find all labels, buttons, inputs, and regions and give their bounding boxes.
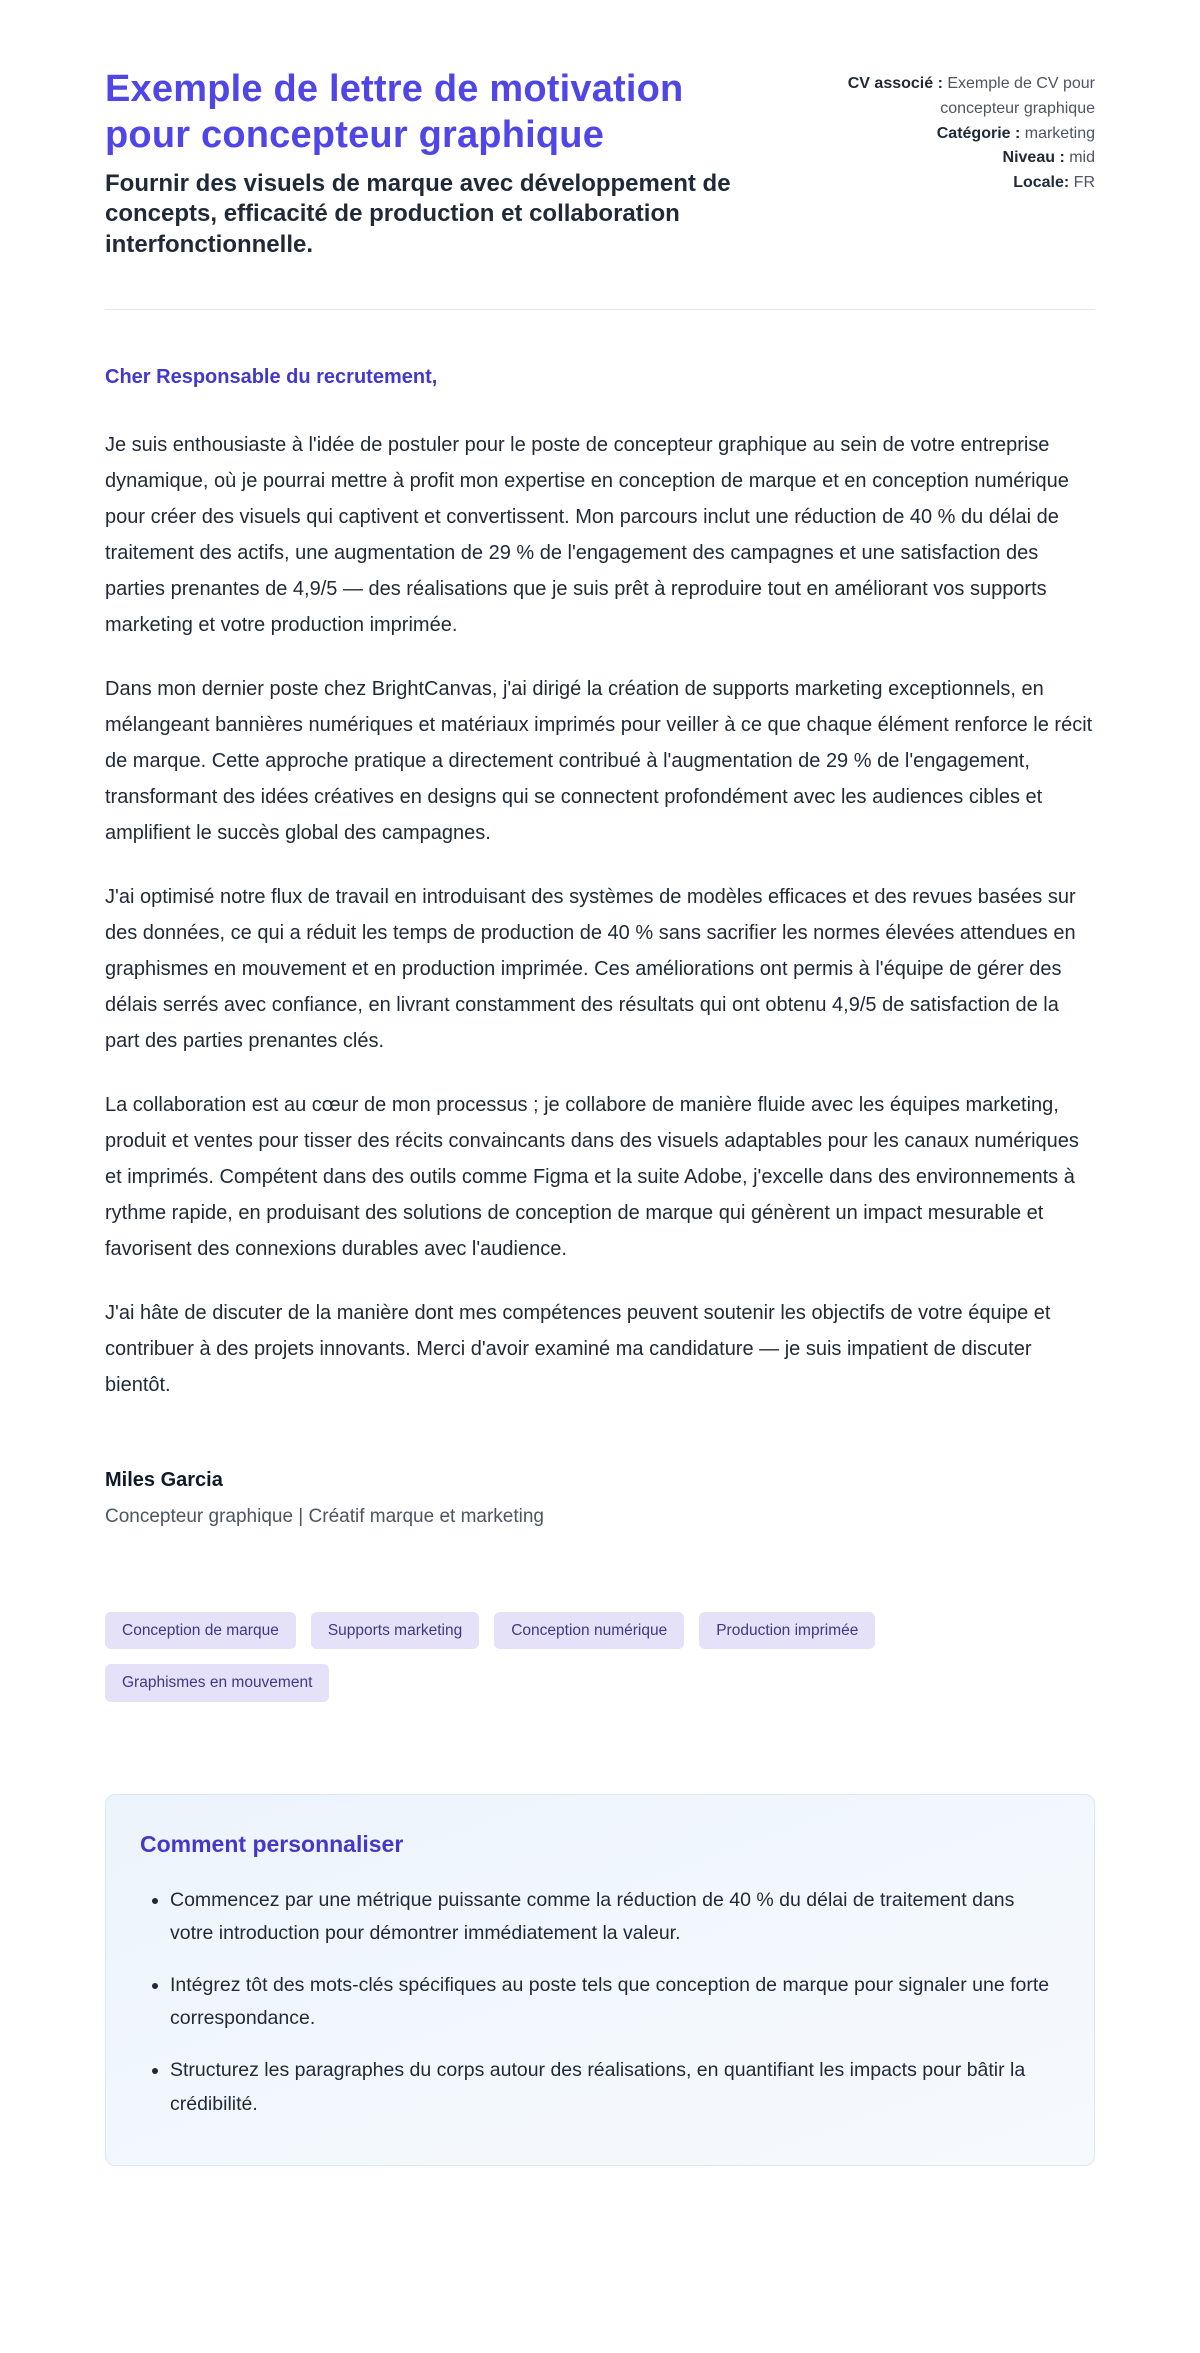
- meta-label: Catégorie :: [936, 124, 1025, 142]
- letter-paragraph: J'ai hâte de discuter de la manière dont mes compétences peuvent soutenir les objectifs de votre équipe et contribuer à des projets innovants. Merci d'avoir examiné ma candidature — je suis impatient de discuter bientôt.: [105, 1301, 1051, 1396]
- letter-paragraph: Je suis enthousiaste à l'idée de postuler pour le poste de concepteur graphique au sein de votre entreprise dynamique, où je pourrai mettre à profit mon expertise en conception de marque et en conception numérique pour créer des visuels qui captivent et convertissent. Mon parcours inclut une réduction de 40 % du délai de traitement des actifs, une augmentation de 29 % de l'engagement des campagnes et une satisfaction des parties prenantes de 4,9/5 — des réalisations que je suis prêt à reproduire tout en améliorant vos supports marketing et votre production imprimée.: [105, 433, 1069, 636]
- tag-chip: Supports marketing: [311, 1612, 479, 1650]
- tip-item: • Structurez les paragraphes du corps autour des réalisations, en quantifiant les impacts pour bâtir la crédibilité.: [170, 2054, 1054, 2121]
- header-title-block: [105, 66, 765, 261]
- meta-label: Locale:: [1013, 174, 1074, 192]
- signature-block: [105, 1469, 1095, 1528]
- signature-name: Miles Garcia: [105, 1468, 223, 1491]
- meta-row: [795, 122, 1095, 147]
- page-subtitle: Fournir des visuels de marque avec développement de concepts, efficacité de production et collaboration interfonctionnelle.: [105, 169, 731, 259]
- tag-list: [105, 1612, 1095, 1702]
- meta-value: FR: [1073, 174, 1095, 192]
- meta-label: CV associé :: [847, 75, 948, 92]
- meta-row: [795, 72, 1095, 122]
- meta-row: [795, 146, 1095, 171]
- tips-list: [140, 1884, 1054, 2121]
- tag-chip: Conception numérique: [494, 1612, 684, 1650]
- tip-item: • Intégrez tôt des mots-clés spécifiques au poste tels que conception de marque pour signaler une forte correspondance.: [170, 1969, 1054, 2036]
- tag-chip: Production imprimée: [699, 1612, 875, 1650]
- letter-greeting: Cher Responsable du recrutement,: [105, 365, 438, 388]
- signature-role: Concepteur graphique | Créatif marque et marketing: [105, 1505, 545, 1527]
- page-header: [105, 66, 1095, 261]
- header-divider: [105, 309, 1095, 310]
- tip-item: • Commencez par une métrique puissante comme la réduction de 40 % du délai de traitement dans votre introduction pour démontrer immédiatement la valeur.: [170, 1884, 1054, 1951]
- tips-title: Comment personnaliser: [140, 1830, 404, 1857]
- meta-value: marketing: [1024, 124, 1095, 142]
- meta-label: Niveau :: [1002, 149, 1070, 167]
- letter-paragraph: J'ai optimisé notre flux de travail en introduisant des systèmes de modèles efficaces et des revues basées sur des données, ce qui a réduit les temps de production de 40 % sans sacrifier les normes élevées attendues en graphismes en mouvement et en production imprimée. Ces améliorations ont permis à l'équipe de gérer des délais serrés avec confiance, en livrant constamment des résultats qui ont obtenu 4,9/5 de satisfaction de la part des parties prenantes clés.: [105, 885, 1076, 1052]
- tips-box: [105, 1794, 1095, 2166]
- meta-block: [795, 66, 1095, 261]
- meta-row: [795, 171, 1095, 196]
- meta-value: mid: [1069, 149, 1095, 167]
- letter-paragraph: La collaboration est au cœur de mon processus ; je collabore de manière fluide avec les équipes marketing, produit et ventes pour tisser des récits convaincants dans des visuels adaptables pour les canaux numériques et imprimés. Compétent dans des outils comme Figma et la suite Adobe, j'excelle dans des environnements à rythme rapide, en produisant des solutions de conception de marque qui génèrent un impact mesurable et favorisent des connexions durables avec l'audience.: [105, 1093, 1079, 1260]
- tag-chip: Conception de marque: [105, 1612, 296, 1650]
- letter-body: [105, 427, 1095, 1403]
- letter-paragraph: Dans mon dernier poste chez BrightCanvas, j'ai dirigé la création de supports marketing exceptionnels, en mélangeant bannières numériques et matériaux imprimés pour veiller à ce que chaque élément renforce le récit de marque. Cette approche pratique a directement contribué à l'augmentation de 29 % de l'engagement, transformant des idées créatives en designs qui se connectent profondément avec les audiences cibles et amplifient le succès global des campagnes.: [105, 677, 1093, 844]
- page-container: [105, 0, 1095, 2230]
- meta-value: Exemple de CV pour concepteur graphique: [940, 75, 1095, 117]
- page-title: Exemple de lettre de motivation pour concepteur graphique: [105, 68, 684, 157]
- cover-letter: [105, 366, 1095, 1528]
- tag-chip: Graphismes en mouvement: [105, 1664, 329, 1702]
